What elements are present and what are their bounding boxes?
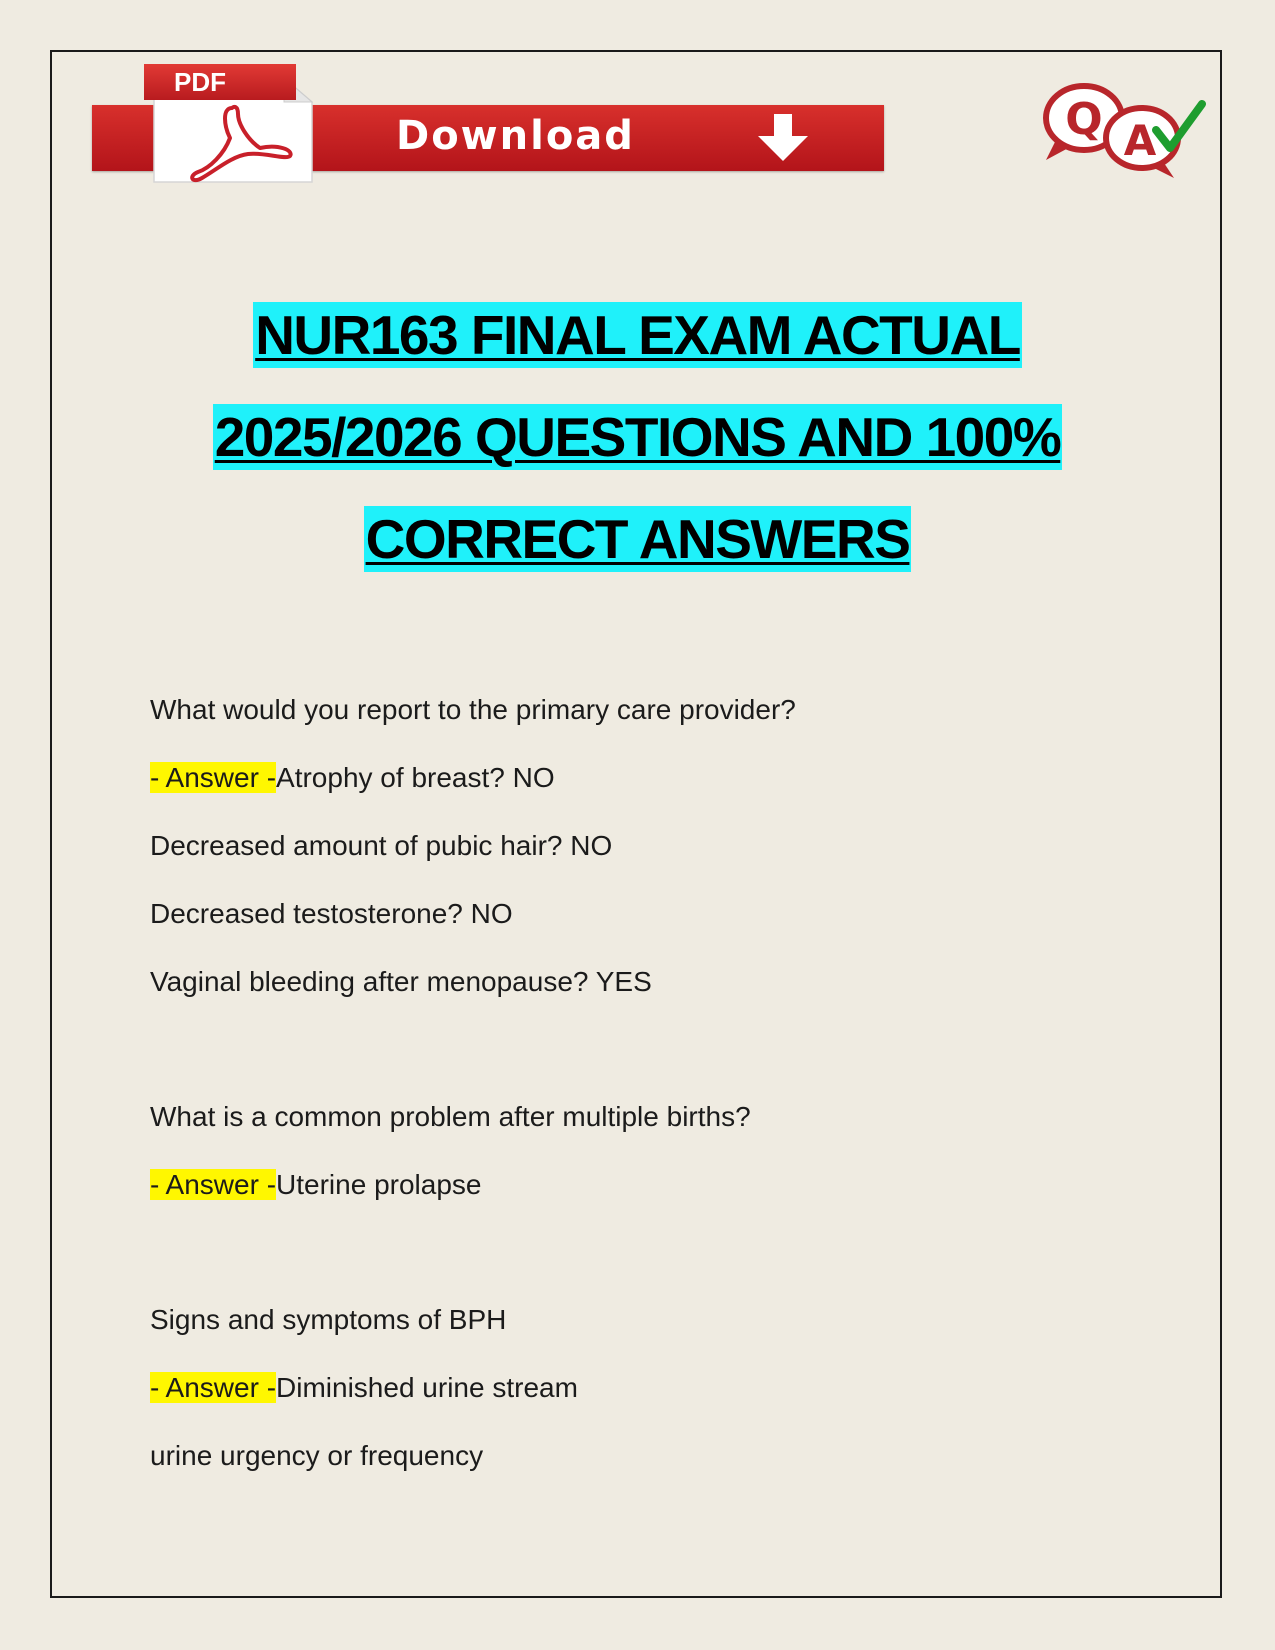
pdf-file-icon (144, 60, 314, 185)
answer-line (150, 744, 1150, 812)
answer-label: - Answer - (150, 1169, 277, 1200)
answer-text: Uterine prolapse (276, 1169, 482, 1200)
document-title (60, 302, 1215, 608)
answer-text: Decreased amount of pubic hair? NO (150, 830, 613, 861)
answer-text: urine urgency or frequency (150, 1440, 484, 1471)
answer-line (150, 1354, 1150, 1422)
download-label: Download (396, 113, 635, 159)
title-line-2: 2025/2026 QUESTIONS AND 100% (214, 406, 1061, 468)
answer-text: Atrophy of breast? NO (276, 762, 555, 793)
question-text: What is a common problem after multiple births? (150, 1101, 751, 1132)
arrow-down-icon (754, 114, 812, 162)
pdf-badge: PDF (144, 64, 296, 100)
title-line-1: NUR163 FINAL EXAM ACTUAL (255, 304, 1020, 366)
answer-label: - Answer - (150, 1372, 277, 1403)
qa-content (150, 676, 1150, 1490)
pdf-download-banner[interactable] (92, 60, 892, 185)
question-text: Signs and symptoms of BPH (150, 1304, 507, 1335)
answer-text: Vaginal bleeding after menopause? YES (150, 966, 652, 997)
logo-a-letter: A (1123, 116, 1157, 165)
title-line-3: CORRECT ANSWERS (365, 508, 910, 570)
logo-q-letter: Q (1065, 94, 1103, 145)
answer-label: - Answer - (150, 762, 277, 793)
qa-logo (1038, 78, 1208, 183)
answer-line (150, 1151, 1150, 1219)
question-text: What would you report to the primary care provider? (150, 694, 796, 725)
answer-text: Decreased testosterone? NO (150, 898, 513, 929)
answer-text: Diminished urine stream (276, 1372, 578, 1403)
